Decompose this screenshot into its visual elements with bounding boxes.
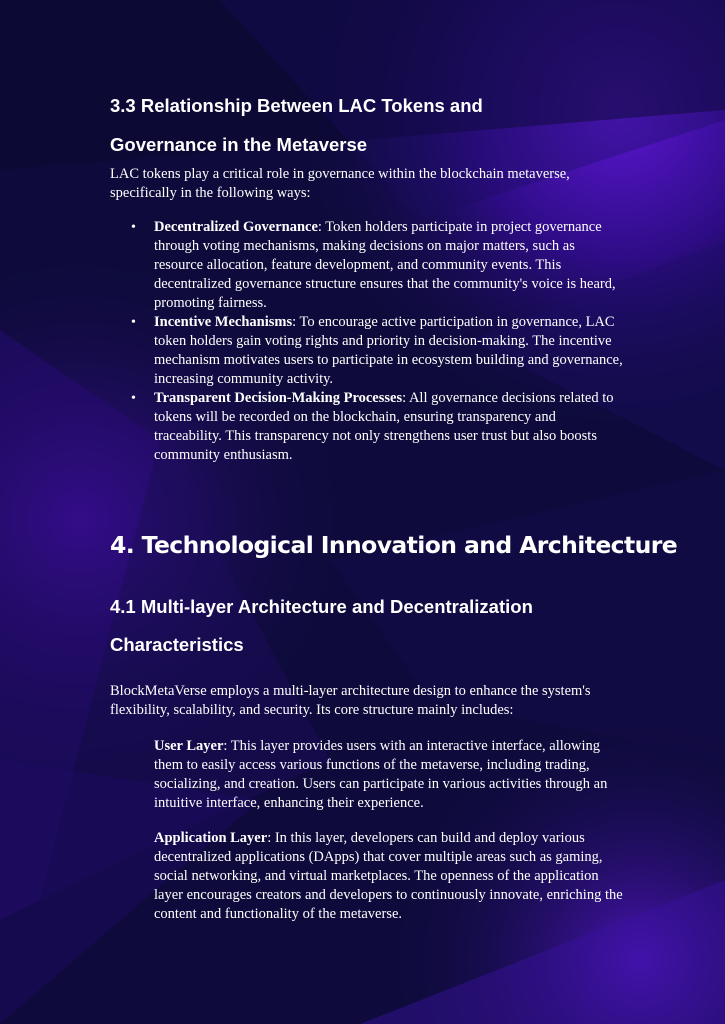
list-item-title: Transparent Decision-Making Processes xyxy=(154,390,403,406)
section-4-1-heading-line2: Characteristics xyxy=(110,634,244,655)
list-item-title: Incentive Mechanisms xyxy=(154,314,293,330)
bullet-marker: • xyxy=(131,391,136,406)
list-item-text: : All governance decisions related to tokens will be recorded on the blockchain, ensuring transparency and traceability. This transparency not only strengthens user trust but also boosts community enthusiasm. xyxy=(154,390,614,463)
list-item xyxy=(110,313,625,389)
list-item xyxy=(110,389,625,465)
list-item-text: : To encourage active participation in governance, LAC token holders gain voting rights and priority in decision-making. The incentive mechanism motivates users to participate in ecosystem building and governance, increasing community activity. xyxy=(154,314,623,387)
layer-text: : This layer provides users with an interactive interface, allowing them to easily access various functions of the metaverse, including trading, socializing, and creation. Users can participate in various activities through an intuitive interface, enhancing their experience. xyxy=(154,738,608,811)
section-4-1-heading-line1: 4.1 Multi-layer Architecture and Decentralization xyxy=(110,596,533,617)
section-3-3-heading-line1: 3.3 Relationship Between LAC Tokens and xyxy=(110,95,483,116)
list-item-title: Decentralized Governance xyxy=(154,219,318,235)
user-layer-paragraph xyxy=(154,737,624,813)
governance-list xyxy=(110,218,625,465)
bullet-marker: • xyxy=(131,315,136,330)
section-3-3-intro: LAC tokens play a critical role in governance within the blockchain metaverse, specifically in the following ways: xyxy=(110,166,570,201)
section-4-heading: 4. Technological Innovation and Architecture xyxy=(110,531,678,559)
section-3-3-heading-line2: Governance in the Metaverse xyxy=(110,134,368,155)
layer-title: Application Layer xyxy=(154,830,268,846)
layer-title: User Layer xyxy=(154,738,224,754)
list-item xyxy=(110,218,625,313)
application-layer-paragraph xyxy=(154,829,624,924)
list-item-text: : Token holders participate in project governance through voting mechanisms, making decisions on major matters, such as resource allocation, feature development, and community events. This decentralized governance structure ensures that the community's voice is heard, promoting fairness. xyxy=(154,219,616,311)
section-4-1-intro: BlockMetaVerse employs a multi-layer architecture design to enhance the system's flexibility, scalability, and security. Its core structure mainly includes: xyxy=(110,683,591,718)
layer-text: : In this layer, developers can build and deploy various decentralized applications (DApps) that cover multiple areas such as gaming, social networking, and virtual marketplaces. The openness of the application layer encourages creators and developers to continuously innovate, enriching the content and functionality of the metaverse. xyxy=(154,830,623,922)
bullet-marker: • xyxy=(131,220,136,235)
